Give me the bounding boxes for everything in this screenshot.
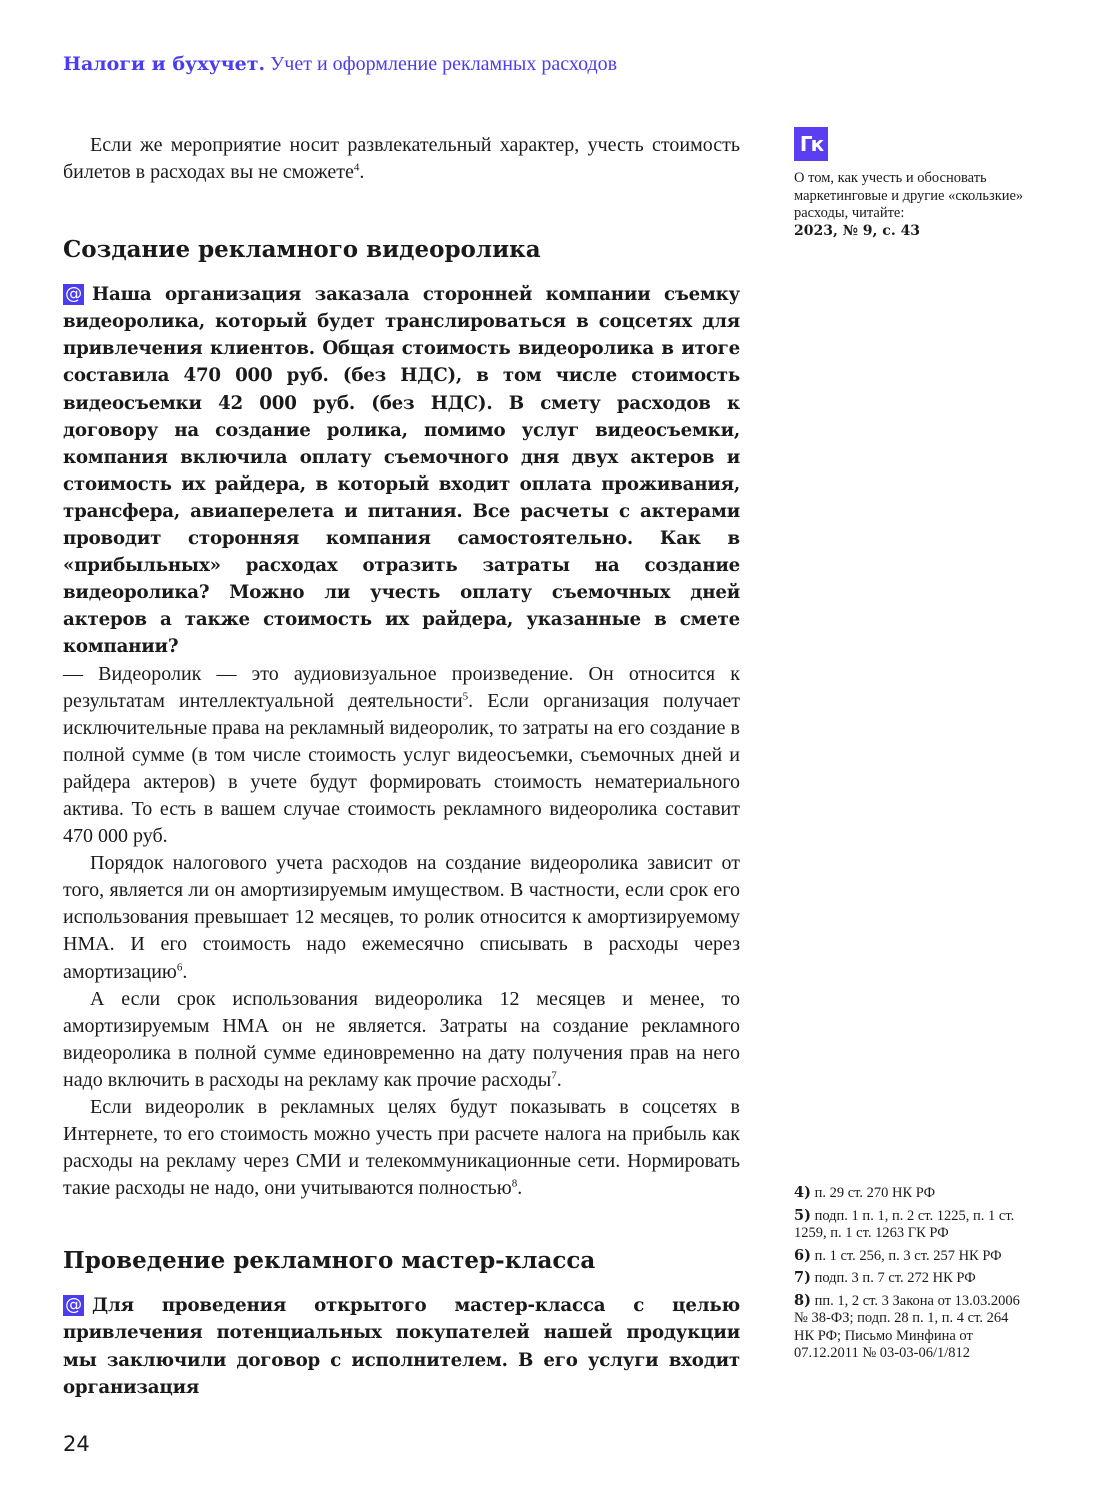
section-name: Налоги и бухучет.: [63, 53, 266, 75]
footnote: [794, 1292, 1024, 1363]
sidebar-note: [794, 170, 1024, 240]
footnote: [794, 1247, 1024, 1266]
running-header: [63, 53, 617, 76]
footnote-number: 8): [794, 1291, 811, 1309]
text: .: [517, 1177, 523, 1200]
footnote-text: п. 29 ст. 270 НК РФ: [814, 1185, 936, 1201]
text: Порядок налогового учета расходов на создание видеоролика зависит от того, является ли он амортизируемым имуществом. В частности, если срок его использования превышает 12 месяцев, то ролик относится к амортизируемому НМА. И его стоимость надо ежемесячно списывать в расходы через амортизацию: [63, 852, 740, 983]
answer-paragraph: [63, 1094, 740, 1202]
article-title: Учет и оформление рекламных расходов: [270, 53, 618, 75]
section-heading: Создание рекламного видеоролика: [63, 236, 541, 264]
footnote-number: 6): [794, 1246, 811, 1264]
text: Если видеоролик в рекламных целях будут показывать в соцсетях в Интернете, то его стоимость можно учесть при расчете налога на прибыль как расходы на рекламу через СМИ и телекоммуникационные сети. Нормировать такие расходы не надо, они учитываются полностью: [63, 1096, 740, 1200]
footnote: [794, 1207, 1024, 1243]
text: Если же мероприятие носит развлекательный характер, учесть стоимость билетов в расходах вы не сможете: [63, 134, 740, 184]
text: — Видеоролик — это аудиовизуальное произведение. Он относится к результатам интеллектуальной деятельности: [63, 662, 740, 712]
footnote-text: подп. 3 п. 7 ст. 272 НК РФ: [814, 1270, 976, 1286]
footnote-number: 5): [794, 1206, 811, 1224]
footnote-number: 4): [794, 1184, 811, 1201]
question-paragraph: [63, 1292, 740, 1400]
at-icon: @: [63, 284, 84, 305]
footnotes: [794, 1184, 1024, 1367]
footnote-text: пп. 1, 2 ст. 3 Закона от 13.03.2006 № 38-ФЗ; подп. 28 п. 1, п. 4 ст. 264 НК РФ; Письмо Минфина от 07.12.2011 № 03-03-06/1/812: [794, 1292, 1020, 1361]
footnote-ref[interactable]: 5: [462, 689, 469, 702]
question-text: Для проведения открытого мастер-класса с целью привлечения потенциальных покупателей нашей продукции мы заключили договор с исполнителем. В его услуги входит организация: [63, 1295, 740, 1398]
section-heading: Проведение рекламного мастер-класса: [63, 1247, 596, 1275]
footnote-text: п. 1 ст. 256, п. 3 ст. 257 НК РФ: [814, 1247, 1002, 1264]
question-text: Наша организация заказала сторонней компании съемку видеоролика, который будет транслироваться в соцсетях для привлечения клиентов. Общая стоимость видеоролика в итоге составила 470 000 руб. (без НДС), в том числе стоимость видеосъемки 42 000 руб. (без НДС). В смету расходов к договору на создание ролика, помимо услуг видеосъемки, компания включила оплату съемочного дня двух актеров и стоимость их райдера, в который входит оплата проживания, трансфера, авиаперелета и питания. Все расчеты с актерами проводит сторонняя компания самостоятельно. Как в «прибыльных» расходах отразить затраты на создание видеоролика? Можно ли учесть оплату съемочных дней актеров а также стоимость их райдера, указанные в смете компании?: [63, 284, 740, 658]
magazine-logo: Гк: [794, 127, 828, 161]
text: . Если организация получает исключительные права на рекламный видеоролик, то затраты на его создание в полной сумме (в том числе стоимость услуг видеосъемки, съемочных дней и райдера актеров) в учете будут формировать стоимость нематериального актива. То есть в вашем случае стоимость рекламного видеоролика составит 470 000 руб.: [63, 689, 740, 848]
footnote-number: 7): [794, 1269, 811, 1286]
footnote-text: подп. 1 п. 1, п. 2 ст. 1225, п. 1 ст. 1259, п. 1 ст. 1263 ГК РФ: [794, 1207, 1015, 1241]
issue-reference[interactable]: 2023, № 9, с. 43: [794, 222, 921, 239]
at-icon: @: [63, 1295, 84, 1316]
page-number: 24: [63, 1432, 90, 1456]
footnote: [794, 1184, 1024, 1203]
text: А если срок использования видеоролика 12 месяцев и менее, то амортизируемым НМА он не является. Затраты на создание рекламного видеоролика в полной сумме единовременно на дату получения прав на него надо включить в расходы на рекламу как прочие расходы: [63, 987, 740, 1091]
text: .: [182, 960, 188, 983]
footnote-ref[interactable]: 6: [176, 960, 183, 973]
note-text: О том, как учесть и обосновать маркетинговые и другие «скользкие» расходы, читайте:: [794, 170, 1024, 221]
answer-paragraph: [63, 986, 740, 1094]
intro-paragraph: [63, 132, 740, 186]
footnote-ref[interactable]: 4: [353, 161, 360, 174]
footnote-ref[interactable]: 7: [551, 1069, 557, 1082]
text: .: [556, 1068, 562, 1091]
main-column: [63, 132, 740, 1401]
footnote: [794, 1269, 1024, 1288]
footnote-ref[interactable]: 8: [511, 1177, 518, 1190]
answer-paragraph: [63, 850, 740, 985]
answer-paragraph: [63, 661, 740, 851]
text: .: [359, 161, 365, 184]
question-paragraph: [63, 281, 740, 660]
